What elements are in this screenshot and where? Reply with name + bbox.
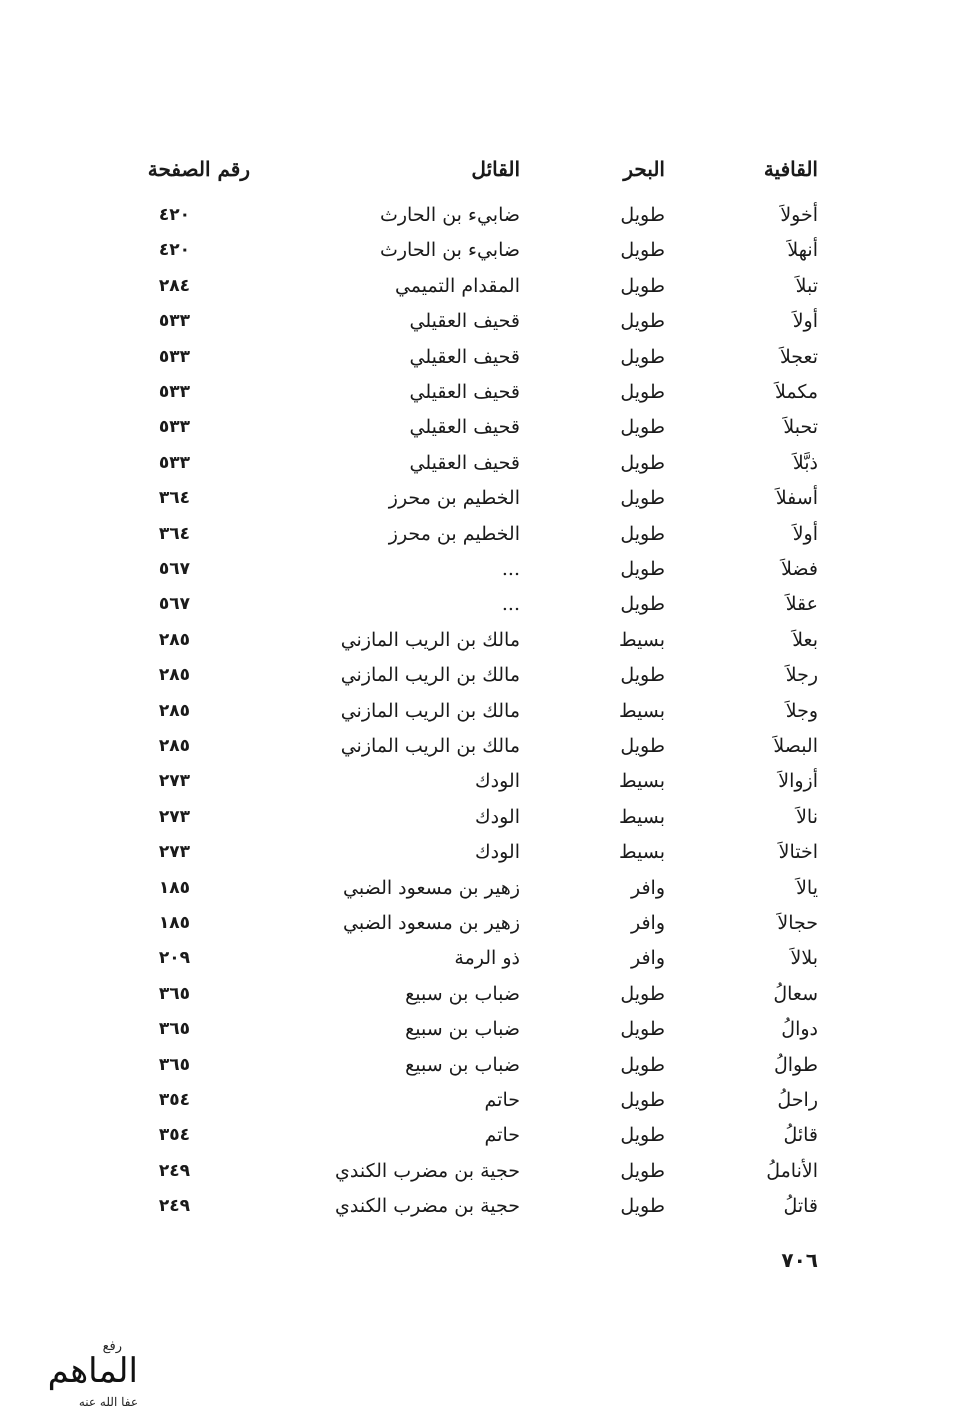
poet-cell: ... [501, 593, 520, 616]
page-number-cell: ٣٦٥ [158, 1054, 190, 1075]
poet-cell: قحيف العقيلي [409, 345, 520, 368]
rhyme-cell: نالاَ [796, 805, 818, 828]
table-row [0, 1154, 975, 1188]
header-meter: البحر [623, 157, 665, 181]
meter-cell: طويل [620, 1089, 665, 1111]
poet-cell: قحيف العقيلي [409, 310, 520, 333]
poet-cell: قحيف العقيلي [409, 451, 520, 474]
table-row [0, 764, 975, 798]
header-page-number: رقم الصفحة [147, 157, 250, 181]
page-number-cell: ٢٧٣ [158, 806, 190, 827]
rhyme-cell: تبلاَ [795, 274, 818, 297]
page-number-cell: ٢٧٣ [158, 842, 190, 863]
rhyme-cell: عقلاَ [785, 593, 818, 616]
table-row [0, 1083, 975, 1117]
meter-cell: طويل [620, 558, 665, 580]
rhyme-cell: دوالُ [781, 1018, 818, 1041]
rhyme-cell: حجالاَ [777, 912, 818, 934]
table-header [0, 152, 975, 186]
meter-cell: طويل [620, 239, 665, 262]
rhyme-cell: يالاَ [796, 876, 818, 899]
page-number-cell: ٢٤٩ [158, 1160, 190, 1181]
rhyme-cell: أخولاَ [780, 204, 818, 226]
poet-cell: حجية بن مضرب الكندي [335, 1159, 520, 1182]
page-number-cell: ٢٨٥ [158, 736, 190, 756]
page-number-cell: ٣٥٤ [158, 1090, 190, 1110]
page-number-cell: ٢٨٥ [158, 700, 190, 721]
table-row [0, 198, 975, 232]
table-row [0, 1118, 975, 1152]
poet-cell: حاتم [484, 1124, 520, 1147]
rhyme-cell: مكملاَ [775, 381, 818, 403]
table-row [0, 446, 975, 480]
meter-cell: طويل [620, 204, 665, 226]
rhyme-cell: أنهلاَ [787, 239, 818, 262]
table-row [0, 552, 975, 586]
meter-cell: طويل [620, 1159, 665, 1182]
rhyme-cell: قائلُ [783, 1124, 818, 1147]
meter-cell: طويل [620, 451, 665, 474]
page-number-cell: ٢٤٩ [158, 1196, 190, 1217]
stamp-line-1: رفع [102, 1339, 122, 1354]
poet-cell: قحيف العقيلي [409, 381, 520, 403]
meter-cell: طويل [620, 522, 665, 545]
table-row [0, 1048, 975, 1082]
meter-cell: بسيط [618, 805, 665, 828]
rhyme-cell: راحلُ [777, 1089, 818, 1111]
table-row [0, 517, 975, 551]
meter-cell: طويل [620, 274, 665, 297]
poet-cell: ضابيء بن الحارث [380, 239, 520, 262]
meter-cell: طويل [620, 1053, 665, 1076]
meter-cell: بسيط [618, 770, 665, 793]
rhyme-cell: الأناملُ [766, 1159, 818, 1182]
poet-cell: مالك بن الريب المازني [340, 699, 520, 722]
page-number-cell: ٣٦٥ [158, 1019, 190, 1040]
rhyme-cell: رجلاَ [785, 664, 818, 687]
page-number-cell: ٥٣٣ [158, 382, 190, 402]
page-number-cell: ٥٦٧ [158, 559, 190, 579]
meter-cell: طويل [620, 593, 665, 616]
rhyme-cell: قاتلُ [783, 1195, 818, 1218]
poet-cell: مالك بن الريب المازني [340, 735, 520, 757]
poet-cell: المقدام التميمي [394, 274, 520, 297]
table-row [0, 658, 975, 692]
poet-cell: زهير بن مسعود الضبي [343, 912, 520, 934]
rhyme-cell: البصلاَ [773, 735, 818, 757]
rhyme-cell: أسفلاَ [775, 487, 818, 510]
rhyme-cell: وجلاَ [785, 699, 818, 722]
rhyme-cell: طوالُ [773, 1053, 818, 1076]
table-row [0, 1189, 975, 1223]
page-number-cell: ٢٨٥ [158, 665, 190, 686]
poet-cell: حجية بن مضرب الكندي [335, 1195, 520, 1218]
meter-cell: طويل [620, 664, 665, 687]
table-row [0, 977, 975, 1011]
rhyme-cell: بعلاَ [792, 628, 818, 651]
meter-cell: بسيط [618, 699, 665, 722]
seal-stamp [10, 1330, 150, 1410]
poet-cell: ... [501, 558, 520, 580]
page-number-cell: ٣٥٤ [158, 1125, 190, 1146]
rhyme-cell: تعجلاَ [779, 345, 818, 368]
table-row [0, 906, 975, 940]
page-number-cell: ٥٣٣ [158, 452, 190, 473]
meter-cell: وافر [630, 947, 665, 970]
poet-cell: مالك بن الريب المازني [340, 664, 520, 687]
meter-cell: طويل [620, 735, 665, 757]
meter-cell: طويل [620, 345, 665, 368]
table-row [0, 375, 975, 409]
table-row [0, 410, 975, 444]
table-row [0, 871, 975, 905]
meter-cell: طويل [620, 1018, 665, 1041]
page-number-cell: ٥٦٧ [158, 594, 190, 615]
rhyme-cell: أزوالاَ [778, 770, 818, 793]
poet-cell: الخطيم بن محرز [388, 487, 520, 510]
meter-cell: طويل [620, 982, 665, 1005]
poet-cell: الودك [474, 805, 520, 828]
meter-cell: بسيط [618, 841, 665, 864]
page-number-cell: ٢٠٩ [158, 948, 190, 969]
page-number-cell: ٥٣٣ [158, 417, 190, 438]
poet-cell: ضباب بن سبيع [405, 1018, 520, 1041]
page-number-cell: ١٨٥ [158, 877, 190, 898]
page-number-cell: ٢٧٣ [158, 771, 190, 792]
poet-cell: ضباب بن سبيع [405, 982, 520, 1005]
poet-cell: ذو الرمة [454, 947, 520, 970]
poet-cell: حاتم [484, 1089, 520, 1111]
meter-cell: طويل [620, 487, 665, 510]
stamp-line-3: عفا الله عنه [78, 1395, 138, 1409]
table-row [0, 269, 975, 303]
header-rhyme: القافية [763, 157, 818, 181]
poet-cell: مالك بن الريب المازني [340, 628, 520, 651]
page-number-cell: ١٨٥ [158, 913, 190, 933]
meter-cell: طويل [620, 310, 665, 333]
page-number-cell: ٢٨٥ [158, 629, 190, 650]
meter-cell: طويل [620, 416, 665, 439]
poet-cell: الودك [474, 841, 520, 864]
table-row [0, 941, 975, 975]
table-row [0, 694, 975, 728]
table-row [0, 1012, 975, 1046]
meter-cell: بسيط [618, 628, 665, 651]
rhyme-cell: أولاَ [792, 310, 818, 333]
rhyme-cell: أولاَ [792, 522, 818, 545]
poet-cell: الودك [474, 770, 520, 793]
poet-cell: زهير بن مسعود الضبي [343, 876, 520, 899]
page-number-cell: ٤٢٠ [158, 240, 190, 261]
table-row [0, 623, 975, 657]
page-number-cell: ٥٣٣ [158, 311, 190, 332]
poet-cell: ضباب بن سبيع [405, 1053, 520, 1076]
table-row [0, 233, 975, 267]
table-row [0, 800, 975, 834]
rhyme-cell: بلالاَ [790, 947, 818, 970]
meter-cell: وافر [630, 876, 665, 899]
page-number-cell: ٣٦٤ [158, 488, 190, 509]
page-number-cell: ٣٦٥ [158, 983, 190, 1004]
table-row [0, 729, 975, 763]
table-row [0, 587, 975, 621]
rhyme-cell: فضلاَ [781, 558, 818, 580]
poet-cell: ضابيء بن الحارث [380, 204, 520, 226]
table-row [0, 481, 975, 515]
table-row [0, 835, 975, 869]
rhyme-cell: سعالُ [773, 982, 818, 1005]
table-row [0, 304, 975, 338]
poet-cell: قحيف العقيلي [409, 416, 520, 439]
page-number-cell: ٥٣٣ [158, 346, 190, 367]
page-number-cell: ٣٦٤ [158, 523, 190, 544]
page-folio-number: ٧٠٦ [781, 1248, 818, 1272]
poet-cell: الخطيم بن محرز [388, 522, 520, 545]
meter-cell: طويل [620, 381, 665, 403]
header-poet: القائل [471, 157, 520, 181]
meter-cell: وافر [630, 912, 665, 934]
meter-cell: طويل [620, 1124, 665, 1147]
page-number-cell: ٢٨٤ [158, 275, 190, 296]
page-number-cell: ٤٢٠ [158, 205, 190, 225]
stamp-line-2: الماهم [47, 1351, 138, 1391]
rhyme-cell: اختالاَ [778, 841, 818, 864]
table-row [0, 340, 975, 374]
rhyme-cell: ذبَّلاَ [792, 451, 818, 474]
rhyme-cell: تحبلاَ [783, 416, 818, 439]
meter-cell: طويل [620, 1195, 665, 1218]
